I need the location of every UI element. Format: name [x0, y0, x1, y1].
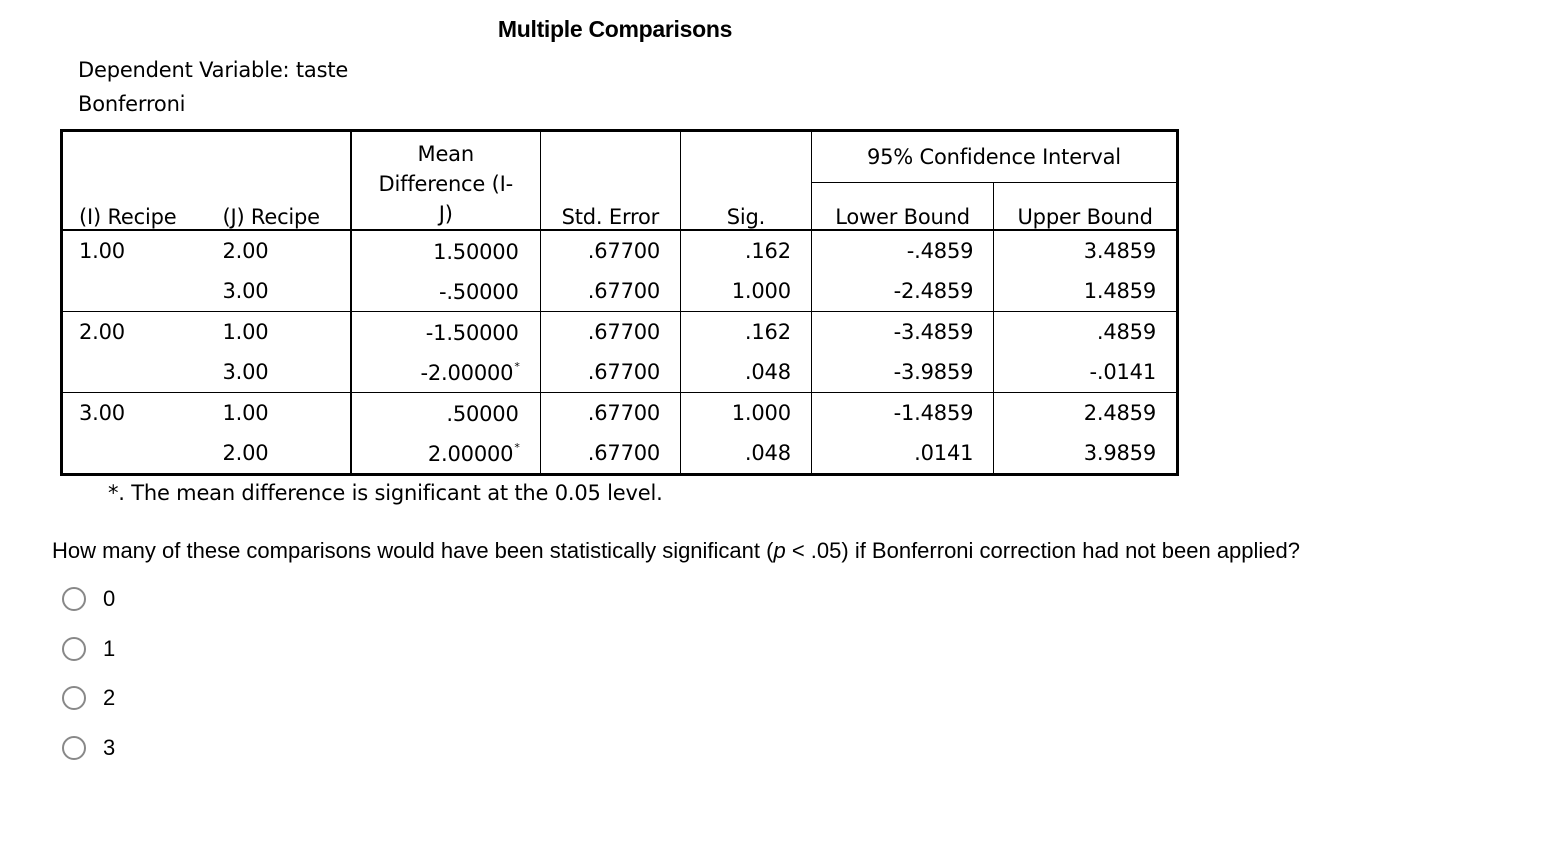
- cell-lower-bound-value: -3.9859: [893, 360, 974, 384]
- table-title: Multiple Comparisons: [497, 16, 733, 42]
- question-italic-p: p: [773, 538, 786, 563]
- cell-mean-difference-value: .50000: [446, 401, 519, 426]
- cell-mean-difference: [351, 271, 540, 312]
- cell-sig-value: .048: [744, 441, 791, 465]
- cell-sig: [681, 352, 812, 393]
- answer-option-label: 2: [103, 685, 116, 710]
- method-label: Bonferroni: [78, 92, 186, 116]
- header-mean-line2: Difference (I-: [378, 172, 513, 196]
- cell-lower-bound: [811, 433, 993, 475]
- cell-std-error-value: .67700: [587, 279, 661, 303]
- cell-mean-difference: [351, 312, 540, 353]
- dependent-variable-label: Dependent Variable: taste: [78, 58, 349, 82]
- answer-option-label: 0: [103, 586, 116, 611]
- header-sig: Sig.: [681, 131, 812, 231]
- cell-upper-bound: [994, 352, 1178, 393]
- cell-mean-difference: [351, 352, 540, 393]
- radio-button-icon[interactable]: [62, 686, 86, 710]
- cell-sig: [681, 393, 812, 434]
- radio-button-icon[interactable]: [62, 587, 86, 611]
- cell-mean-difference-value: -.50000: [438, 279, 519, 304]
- cell-j-recipe: [206, 393, 350, 434]
- cell-i-recipe: [62, 312, 207, 353]
- header-std-error: Std. Error: [540, 131, 680, 231]
- table-row: [62, 312, 1178, 353]
- significance-star: *: [514, 359, 520, 373]
- cell-lower-bound-value: .0141: [914, 441, 974, 465]
- table-row: [62, 352, 1178, 393]
- cell-mean-difference-value: 1.50000: [433, 239, 519, 264]
- cell-mean-difference-value: -2.00000: [420, 360, 514, 385]
- cell-sig: [681, 312, 812, 353]
- cell-sig-value: 1.000: [731, 279, 791, 303]
- cell-std-error: [540, 230, 680, 271]
- cell-lower-bound: [811, 352, 993, 393]
- cell-lower-bound: [811, 271, 993, 312]
- cell-sig: [681, 271, 812, 312]
- cell-upper-bound-value: 2.4859: [1083, 401, 1156, 425]
- table-row: [62, 393, 1178, 434]
- cell-upper-bound: [994, 433, 1178, 475]
- cell-lower-bound-value: -3.4859: [893, 320, 974, 344]
- cell-upper-bound-value: 3.4859: [1083, 239, 1156, 263]
- cell-std-error-value: .67700: [587, 360, 661, 384]
- cell-i-recipe: [62, 352, 207, 393]
- table-row: [62, 271, 1178, 312]
- cell-upper-bound-value: .4859: [1096, 320, 1156, 344]
- cell-mean-difference-value: -1.50000: [425, 320, 519, 345]
- header-mean-line1: Mean: [417, 142, 474, 166]
- header-upper-bound: Upper Bound: [1017, 205, 1153, 229]
- cell-std-error-value: .67700: [587, 320, 661, 344]
- cell-upper-bound: [994, 271, 1178, 312]
- cell-sig: [681, 230, 812, 271]
- cell-i-recipe-value: 3.00: [79, 401, 125, 425]
- question-prefix: How many of these comparisons would have been statistically significant (: [52, 538, 774, 563]
- cell-std-error-value: .67700: [587, 239, 661, 263]
- cell-j-recipe: [206, 352, 350, 393]
- header-i-recipe: (I) Recipe: [79, 205, 177, 229]
- cell-upper-bound: [994, 393, 1178, 434]
- cell-j-recipe-value: 2.00: [222, 239, 269, 263]
- cell-i-recipe: [62, 393, 207, 434]
- radio-button-icon[interactable]: [62, 736, 86, 760]
- cell-i-recipe: [62, 271, 207, 312]
- header-j-recipe: (J) Recipe: [206, 131, 350, 231]
- question-suffix: < .05) if Bonferroni correction had not been applied?: [785, 538, 1301, 563]
- header-confidence-interval: 95% Confidence Interval: [811, 131, 1177, 183]
- significance-footnote: *. The mean difference is significant at the 0.05 level.: [108, 481, 663, 505]
- cell-j-recipe-value: 1.00: [222, 320, 269, 344]
- table-row: [62, 433, 1178, 475]
- cell-sig-value: 1.000: [731, 401, 791, 425]
- cell-j-recipe-value: 3.00: [222, 279, 269, 303]
- cell-i-recipe-value: 1.00: [79, 239, 125, 263]
- cell-lower-bound-value: -2.4859: [893, 279, 974, 303]
- cell-sig-value: .162: [744, 320, 791, 344]
- cell-upper-bound-value: -.0141: [1089, 360, 1156, 384]
- cell-j-recipe: [206, 433, 350, 475]
- cell-upper-bound-value: 1.4859: [1083, 279, 1156, 303]
- cell-std-error: [540, 352, 680, 393]
- cell-i-recipe-value: 2.00: [79, 320, 125, 344]
- cell-j-recipe-value: 3.00: [222, 360, 269, 384]
- cell-j-recipe-value: 2.00: [222, 441, 269, 465]
- header-lower-bound: Lower Bound: [811, 183, 993, 231]
- answer-option-0[interactable]: [62, 584, 115, 614]
- cell-upper-bound-value: 3.9859: [1083, 441, 1156, 465]
- cell-mean-difference: [351, 433, 540, 475]
- cell-j-recipe: [206, 230, 350, 271]
- cell-i-recipe: [62, 230, 207, 271]
- table-row: [62, 230, 1178, 271]
- question-text: [52, 538, 1300, 564]
- multiple-comparisons-table: [60, 129, 1179, 476]
- header-mean-difference: [351, 131, 540, 231]
- cell-upper-bound: [994, 230, 1178, 271]
- answer-options: [62, 584, 115, 782]
- cell-std-error: [540, 312, 680, 353]
- header-mean-line3: J): [438, 202, 453, 226]
- cell-i-recipe: [62, 433, 207, 475]
- cell-j-recipe-value: 1.00: [222, 401, 269, 425]
- cell-mean-difference: [351, 393, 540, 434]
- cell-sig-value: .048: [744, 360, 791, 384]
- significance-star: *: [514, 440, 520, 454]
- radio-button-icon[interactable]: [62, 637, 86, 661]
- cell-upper-bound: [994, 312, 1178, 353]
- cell-std-error-value: .67700: [587, 441, 661, 465]
- cell-std-error: [540, 433, 680, 475]
- cell-lower-bound: [811, 230, 993, 271]
- cell-j-recipe: [206, 271, 350, 312]
- cell-lower-bound-value: -1.4859: [893, 401, 974, 425]
- cell-mean-difference: [351, 230, 540, 271]
- answer-option-3[interactable]: [62, 733, 115, 763]
- answer-option-1[interactable]: [62, 634, 115, 664]
- cell-std-error: [540, 271, 680, 312]
- cell-lower-bound: [811, 312, 993, 353]
- cell-lower-bound-value: -.4859: [906, 239, 974, 263]
- cell-j-recipe: [206, 312, 350, 353]
- answer-option-label: 1: [103, 635, 116, 661]
- cell-mean-difference-value: 2.00000: [427, 441, 514, 466]
- cell-lower-bound: [811, 393, 993, 434]
- cell-std-error-value: .67700: [587, 401, 661, 425]
- cell-sig-value: .162: [744, 239, 791, 263]
- answer-option-2[interactable]: [62, 683, 115, 713]
- answer-option-label: 3: [103, 734, 116, 760]
- cell-sig: [681, 433, 812, 475]
- cell-std-error: [540, 393, 680, 434]
